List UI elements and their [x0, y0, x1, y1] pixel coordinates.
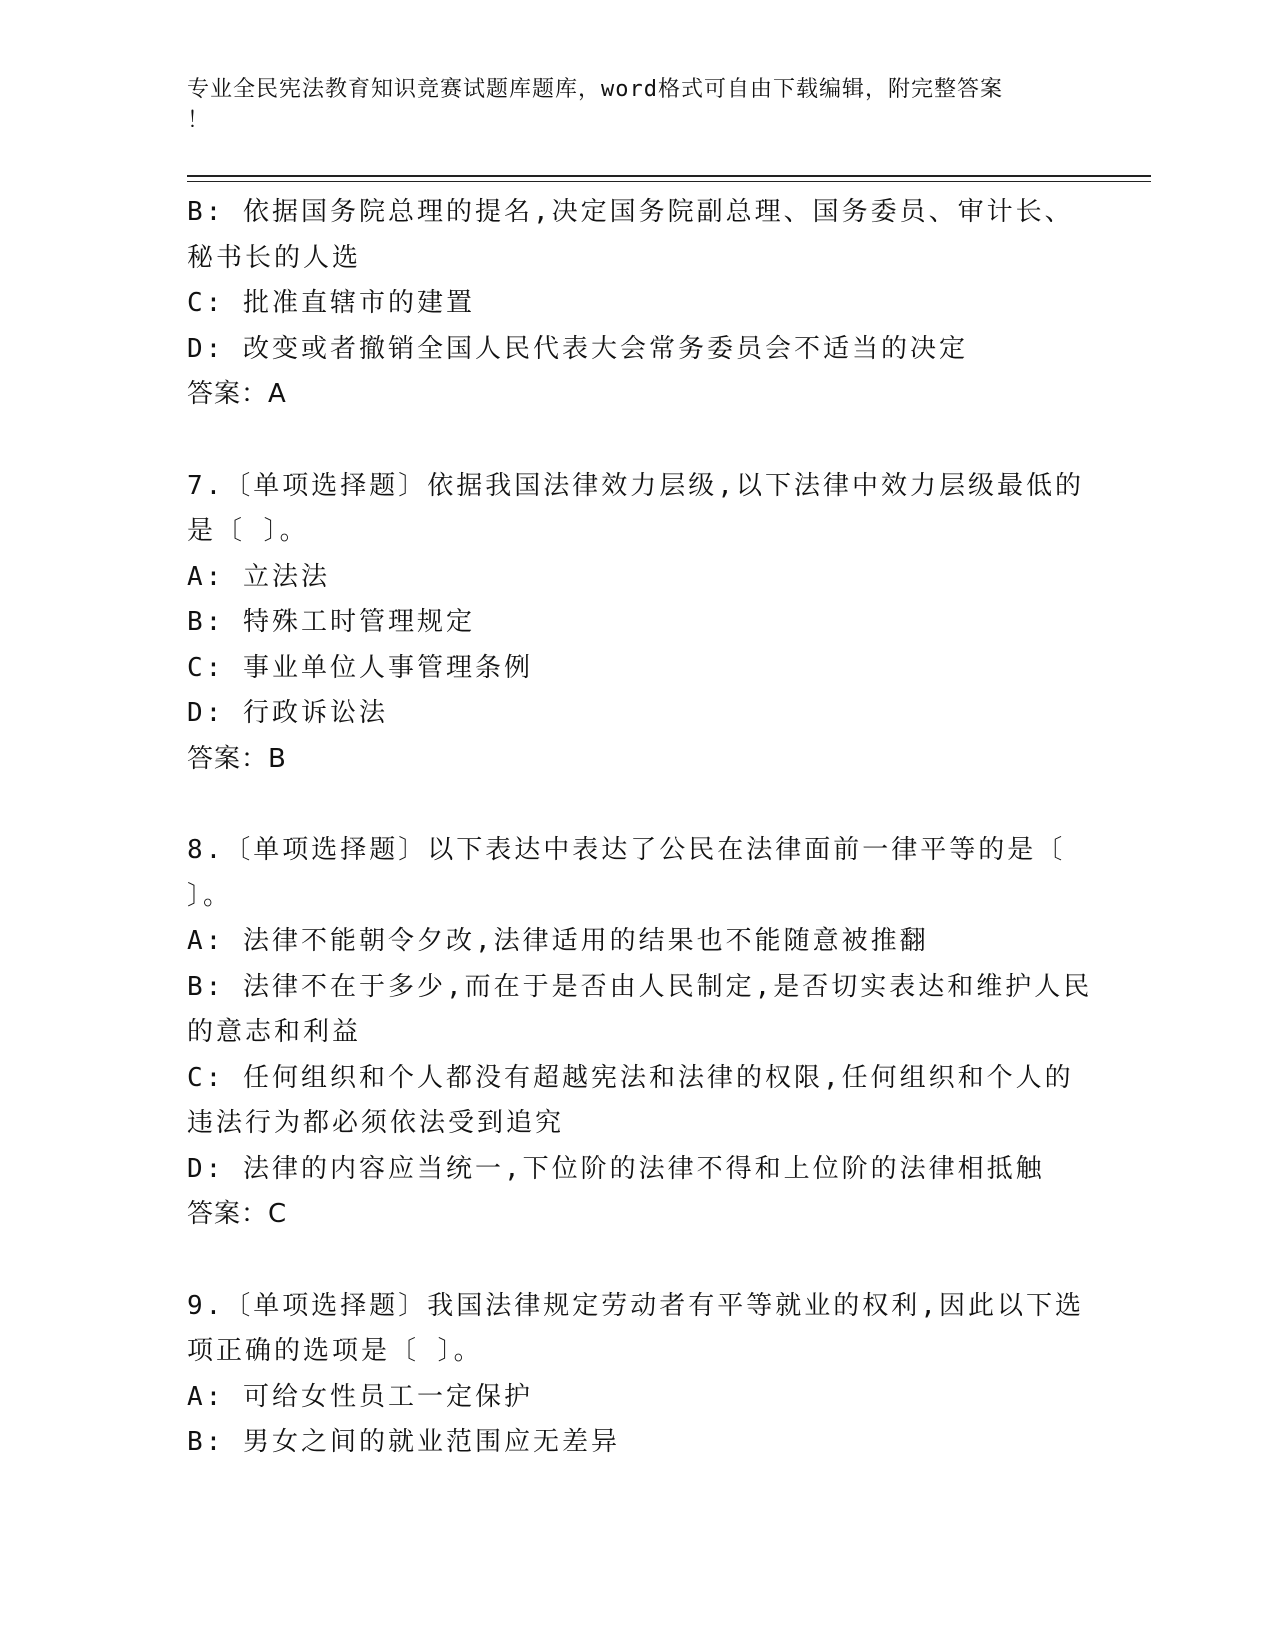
question-stem-wrap: 是〔 〕。 — [187, 516, 309, 546]
header-text-line-2: ！ — [187, 108, 211, 133]
question-9 — [187, 1284, 1087, 1466]
spacer — [187, 418, 1087, 464]
option-b-wrap: 的意志和利益 — [187, 1017, 362, 1047]
spacer — [187, 782, 1087, 828]
answer-line: 答案：A — [187, 379, 287, 409]
spacer — [187, 1238, 1087, 1284]
question-stem: 7.〔单项选择题〕依据我国法律效力层级,以下法律中效力层级最低的 — [187, 470, 1084, 501]
question-8 — [187, 828, 1093, 1238]
option-c-wrap: 违法行为都必须依法受到追究 — [187, 1108, 565, 1138]
question-stem: 9.〔单项选择题〕我国法律规定劳动者有平等就业的权利,因此以下选 — [187, 1290, 1084, 1321]
answer-line: 答案：B — [187, 743, 287, 774]
header-text-line-1: 专业全民宪法教育知识竞赛试题库题库，word格式可自由下载编辑，附完整答案 — [187, 77, 1003, 102]
option-b: B: 法律不在于多少,而在于是否由人民制定,是否切实表达和维护人民 — [187, 971, 1093, 1002]
header-rule-thick — [187, 175, 1151, 177]
document-header — [187, 74, 1077, 136]
option-b: B: 男女之间的就业范围应无差异 — [187, 1427, 620, 1457]
option-d: D: 改变或者撤销全国人民代表大会常务委员会不适当的决定 — [187, 333, 968, 364]
option-a: A: 可给女性员工一定保护 — [187, 1381, 533, 1412]
option-c: C: 事业单位人事管理条例 — [187, 652, 533, 683]
question-content — [187, 190, 1093, 1466]
option-d: D: 行政诉讼法 — [187, 698, 388, 728]
question-stem-wrap: 项正确的选项是〔 〕。 — [187, 1336, 483, 1366]
option-c: C: 批准直辖市的建置 — [187, 288, 475, 318]
option-b: B: 特殊工时管理规定 — [187, 607, 475, 637]
option-b: B: 依据国务院总理的提名,决定国务院副总理、国务委员、审计长、 — [187, 197, 1074, 227]
option-d: D: 法律的内容应当统一,下位阶的法律不得和上位阶的法律相抵触 — [187, 1153, 1045, 1184]
question-stem-wrap: 〕。 — [187, 880, 233, 911]
option-c: C: 任何组织和个人都没有超越宪法和法律的权限,任何组织和个人的 — [187, 1062, 1074, 1093]
question-7 — [187, 464, 1087, 783]
option-a: A: 立法法 — [187, 561, 330, 592]
header-rule-thin — [187, 181, 1151, 182]
option-b-wrap: 秘书长的人选 — [187, 242, 362, 273]
question-6-continued — [187, 190, 1087, 418]
question-stem: 8.〔单项选择题〕以下表达中表达了公民在法律面前一律平等的是〔 — [187, 835, 1066, 865]
answer-line: 答案：C — [187, 1199, 288, 1229]
option-a: A: 法律不能朝令夕改,法律适用的结果也不能随意被推翻 — [187, 926, 929, 956]
